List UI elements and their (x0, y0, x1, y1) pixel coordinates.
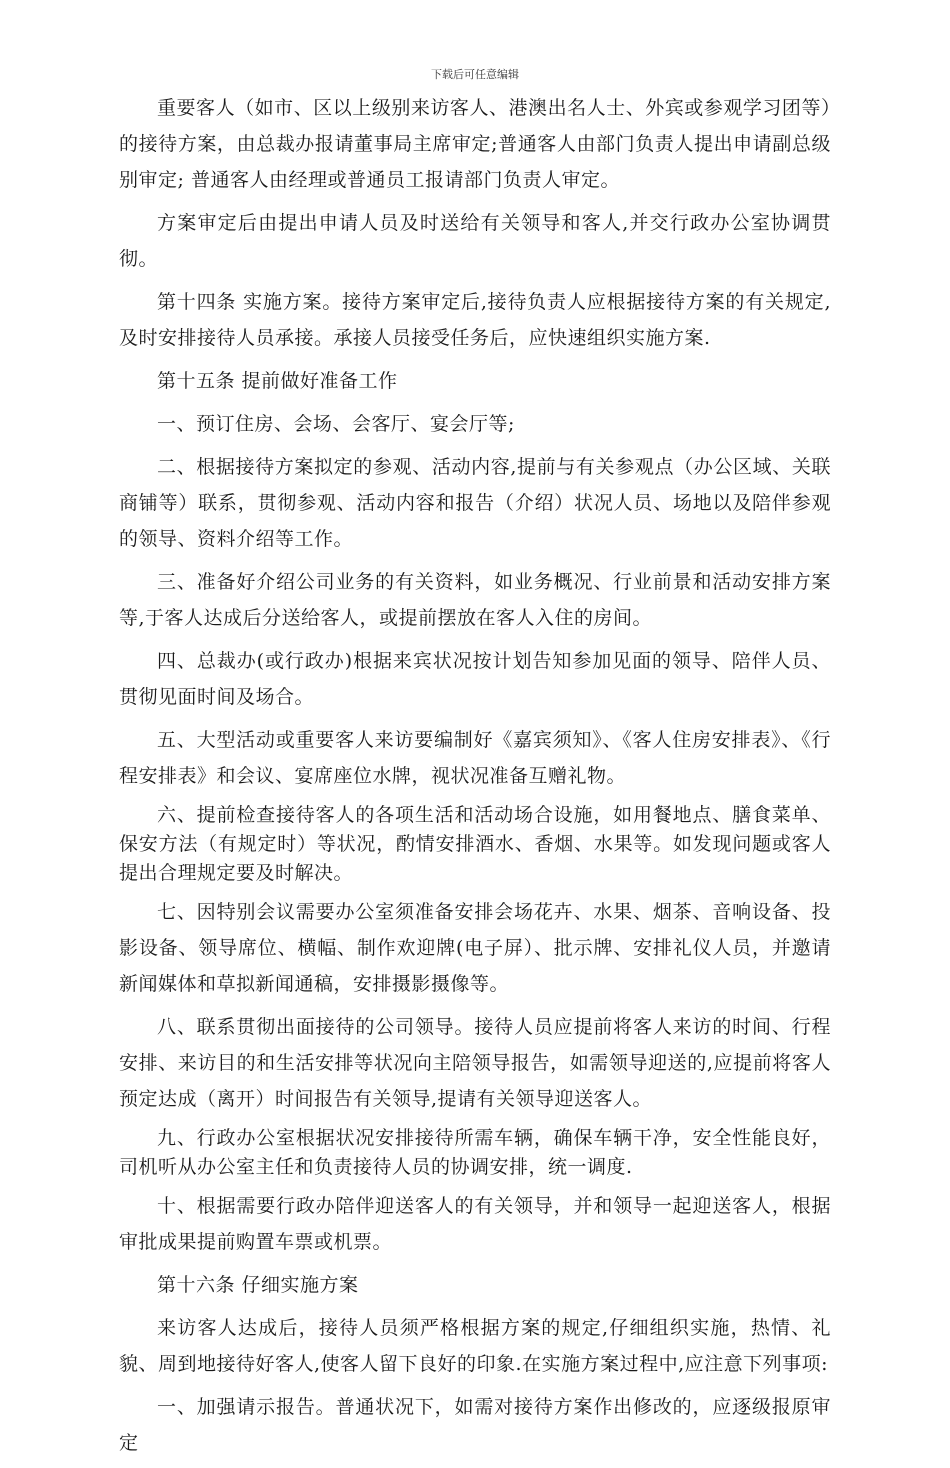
list-item: 二、根据接待方案拟定的参观、活动内容,提前与有关参观点（办公区域、关联商铺等）联系，贯彻参观、活动内容和报告（介绍）状况人员、场地以及陪伴参观的领导、资料介绍等工作。 (119, 456, 831, 550)
list-item: 七、因特别会议需要办公室须准备安排会场花卉、水果、烟茶、音响设备、投影设备、领导席位、横幅、制作欢迎牌(电子屏）、批示牌、安排礼仪人员，并邀请新闻媒体和草拟新闻通稿，安排摄影摄像等。 (119, 901, 831, 995)
list-item: 十、根据需要行政办陪伴迎送客人的有关领导，并和领导一起迎送客人，根据审批成果提前购置车票或机票。 (119, 1195, 831, 1253)
paragraph: 重要客人（如市、区以上级别来访客人、港澳出名人士、外宾或参观学习团等）的接待方案，由总裁办报请董事局主席审定;普通客人由部门负责人提出申请副总级别审定; 普通客人由经理或普通员工报请部门负责人审定。 (119, 97, 831, 191)
section-heading: 第十五条 提前做好准备工作 (157, 370, 398, 392)
document-body (119, 90, 831, 1468)
list-item: 九、行政办公室根据状况安排接待所需车辆，确保车辆干净，安全性能良好，司机听从办公室主任和负责接待人员的协调安排，统一调度. (119, 1127, 831, 1178)
list-item: 三、准备好介绍公司业务的有关资料，如业务概况、行业前景和活动安排方案等,于客人达成后分送给客人，或提前摆放在客人入住的房间。 (119, 571, 831, 629)
page-header: 下载后可任意编辑 (431, 68, 519, 81)
list-item: 八、联系贯彻出面接待的公司领导。接待人员应提前将客人来访的时间、行程安排、来访目的和生活安排等状况向主陪领导报告，如需领导迎送的,应提前将客人预定达成（离开）时间报告有关领导,提请有关领导迎送客人。 (119, 1016, 831, 1110)
paragraph: 方案审定后由提出申请人员及时送给有关领导和客人,并交行政办公室协调贯彻。 (119, 212, 831, 270)
paragraph: 来访客人达成后，接待人员须严格根据方案的规定,仔细组织实施，热情、礼貌、周到地接待好客人,使客人留下良好的印象.在实施方案过程中,应注意下列事项: (119, 1317, 831, 1375)
list-item: 一、加强请示报告。普通状况下，如需对接待方案作出修改的，应逐级报原审定 (119, 1396, 831, 1454)
section-heading: 第十六条 仔细实施方案 (157, 1274, 359, 1296)
list-item: 五、大型活动或重要客人来访要编制好《嘉宾须知》、《客人住房安排表》、《行程安排表》和会议、宴席座位水牌，视状况准备互赠礼物。 (119, 729, 831, 787)
list-item: 四、总裁办(或行政办)根据来宾状况按计划告知参加见面的领导、陪伴人员、贯彻见面时间及场合。 (119, 650, 831, 708)
paragraph: 第十四条 实施方案。接待方案审定后,接待负责人应根据接待方案的有关规定,及时安排接待人员承接。承接人员接受任务后，应快速组织实施方案. (119, 291, 831, 349)
list-item: 六、提前检查接待客人的各项生活和活动场合设施，如用餐地点、膳食菜单、保安方法（有规定时）等状况，酌情安排酒水、香烟、水果等。如发现问题或客人提出合理规定要及时解决。 (119, 804, 831, 884)
list-item: 一、预订住房、会场、会客厅、宴会厅等; (157, 413, 515, 435)
